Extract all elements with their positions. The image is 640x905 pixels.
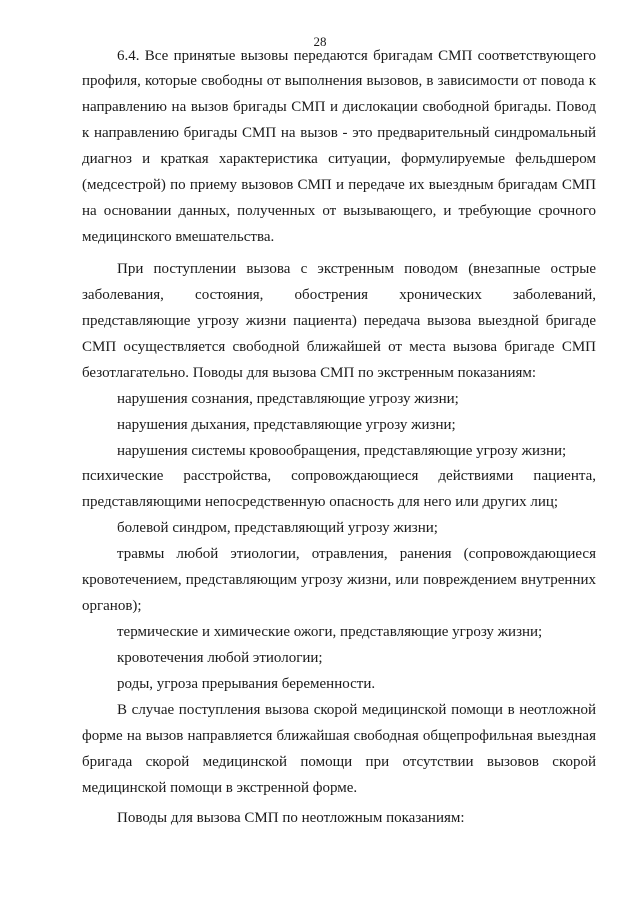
text-line: органов);: [82, 598, 142, 614]
list-item: психические расстройства, сопровождающиеся действиями пациента,: [82, 468, 596, 484]
text-line: СМП осуществляется свободной ближайшей от места вызова бригаде СМП: [82, 339, 596, 355]
text-line: (медсестрой) по приему вызовов СМП и передаче их выездным бригадам СМП: [82, 177, 596, 193]
page-number: 28: [313, 34, 327, 49]
text-line: кровотечением, представляющим угрозу жизни, или повреждением внутренних: [82, 572, 596, 588]
text-line: представляющие угрозу жизни пациента) передача вызова выездной бригаде: [82, 313, 596, 329]
text-line: медицинской помощи в экстренной форме.: [82, 780, 358, 796]
list-item: травмы любой этиологии, отравления, ранения (сопровождающиеся: [117, 546, 596, 562]
text-line: на основании данных, полученных от вызывающего, и требующие срочного: [82, 203, 596, 219]
list-item: нарушения сознания, представляющие угрозу жизни;: [117, 391, 459, 407]
text-line: 6.4. Все принятые вызовы передаются бригадам СМП соответствующего: [117, 48, 596, 64]
list-item: роды, угроза прерывания беременности.: [117, 676, 376, 692]
list-item: нарушения дыхания, представляющие угрозу жизни;: [117, 417, 456, 433]
text-line: Поводы для вызова СМП по неотложным показаниям:: [117, 810, 465, 826]
list-item: болевой синдром, представляющий угрозу жизни;: [117, 520, 438, 536]
text-line: форме на вызов направляется ближайшая свободная общепрофильная выездная: [82, 728, 596, 744]
text-line: заболевания, состояния, обострения хронических заболеваний,: [82, 287, 596, 303]
text-line: к направлению бригады СМП на вызов - это предварительный синдромальный: [82, 125, 596, 141]
text-line: направлению на вызов бригады СМП и дислокации свободной бригады. Повод: [82, 99, 596, 115]
text-line: профиля, которые свободны от выполнения вызовов, в зависимости от повода к: [82, 73, 596, 89]
text-line: При поступлении вызова с экстренным поводом (внезапные острые: [117, 261, 596, 277]
text-line: безотлагательно. Поводы для вызова СМП по экстренным показаниям:: [82, 365, 537, 381]
list-item: термические и химические ожоги, представляющие угрозу жизни;: [117, 624, 543, 640]
text-line: В случае поступления вызова скорой медицинской помощи в неотложной: [117, 702, 596, 718]
text-line: бригада скорой медицинской помощи при отсутствии вызовов скорой: [82, 754, 596, 770]
text-line: медицинского вмешательства.: [82, 229, 275, 245]
list-item: нарушения системы кровообращения, представляющие угрозу жизни;: [117, 443, 567, 459]
text-line: представляющими непосредственную опасность для него или других лиц;: [82, 494, 559, 510]
text-line: диагноз и краткая характеристика ситуации, формулируемые фельдшером: [82, 151, 596, 167]
list-item: кровотечения любой этиологии;: [117, 650, 323, 666]
